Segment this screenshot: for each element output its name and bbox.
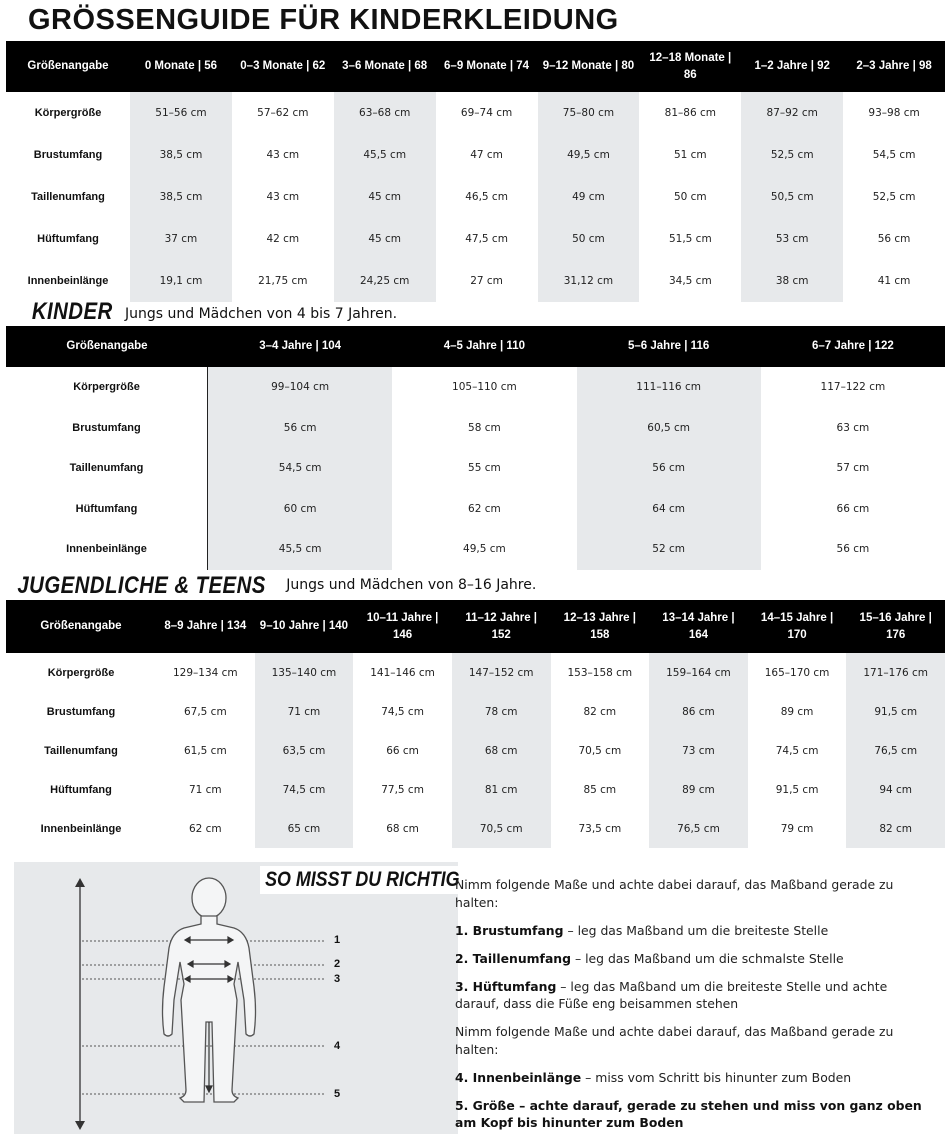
height-arrow-icon xyxy=(75,878,85,1130)
size-column xyxy=(551,653,650,848)
size-cell: 49,5 cm xyxy=(567,149,610,161)
teens-size-table xyxy=(6,600,945,848)
size-cell: 71 cm xyxy=(188,783,222,796)
size-column-header: 11–12 Jahre | 152 xyxy=(465,611,537,641)
size-cell: 79 cm xyxy=(780,822,814,835)
header-label: Größenangabe xyxy=(66,340,148,352)
instruction-text: – leg das Maßband um die breiteste Stelle xyxy=(563,922,829,938)
row-label: Hüftumfang xyxy=(37,233,99,245)
size-cell: 58 cm xyxy=(468,421,501,434)
size-cell: 63 cm xyxy=(836,421,870,434)
teens-section-title: JUGENDLICHE & TEENS xyxy=(14,572,269,600)
size-column xyxy=(761,367,945,570)
row-label-column xyxy=(6,653,156,848)
instruction-text: – miss vom Schritt bis hinunter zum Boden xyxy=(581,1069,852,1085)
size-cell: 56 cm xyxy=(877,233,911,245)
size-cell: 68 cm xyxy=(386,822,419,835)
size-cell: 41 cm xyxy=(877,275,911,287)
size-cell: 171–176 cm xyxy=(863,666,929,679)
row-label: Körpergröße xyxy=(34,107,102,119)
size-cell: 61,5 cm xyxy=(183,744,227,757)
kids-table-body xyxy=(6,367,945,570)
size-cell: 47 cm xyxy=(470,149,503,161)
baby-table-header xyxy=(6,41,945,92)
size-column-header: 3–6 Monate | 68 xyxy=(342,60,428,72)
marker-1: 1 xyxy=(334,934,341,946)
size-cell: 38,5 cm xyxy=(159,149,203,161)
instruction-item xyxy=(455,978,933,1013)
size-cell: 82 cm xyxy=(879,822,913,835)
size-column-header: 1–2 Jahre | 92 xyxy=(754,60,830,72)
size-cell: 45,5 cm xyxy=(278,543,322,556)
size-column xyxy=(748,653,847,848)
size-cell: 57 cm xyxy=(836,462,870,475)
size-cell: 78 cm xyxy=(484,705,518,718)
size-cell: 70,5 cm xyxy=(479,822,523,835)
size-column-header: 6–7 Jahre | 122 xyxy=(811,340,894,352)
size-cell: 43 cm xyxy=(266,191,300,203)
kids-size-table xyxy=(6,326,945,570)
size-cell: 81–86 cm xyxy=(664,107,716,119)
size-cell: 19,1 cm xyxy=(159,275,203,287)
size-column xyxy=(392,367,576,570)
instruction-term: 3. Hüftumfang xyxy=(455,978,557,994)
size-cell: 62 cm xyxy=(188,822,222,835)
child-measure-figure xyxy=(14,862,458,1134)
row-label: Hüftumfang xyxy=(75,502,138,515)
size-cell: 91,5 cm xyxy=(874,705,918,718)
size-column xyxy=(208,367,392,570)
instruction-term: 5. Größe – achte darauf, gerade zu stehen und miss von ganz oben am Kopf bis hinunter zum Boden xyxy=(455,1097,922,1130)
size-cell: 69–74 cm xyxy=(460,107,513,119)
size-column xyxy=(846,653,945,848)
size-cell: 135–140 cm xyxy=(271,666,337,679)
size-column-header: 2–3 Jahre | 98 xyxy=(856,60,932,72)
size-cell: 47,5 cm xyxy=(465,233,508,245)
size-cell: 52 cm xyxy=(652,543,685,556)
size-cell: 56 cm xyxy=(652,462,685,475)
size-cell: 99–104 cm xyxy=(271,381,330,394)
measure-instructions xyxy=(455,876,933,1134)
size-cell: 76,5 cm xyxy=(677,822,720,835)
size-column xyxy=(639,92,741,302)
size-column xyxy=(436,92,538,302)
instructions-intro: Nimm folgende Maße und achte dabei darauf, das Maßband gerade zu halten: xyxy=(455,877,894,910)
size-column-header: 8–9 Jahre | 134 xyxy=(164,620,247,632)
row-label: Brustumfang xyxy=(46,705,116,718)
size-column-header: 13–14 Jahre | 164 xyxy=(662,611,735,641)
instruction-term: 2. Taillenumfang xyxy=(455,950,571,966)
size-cell: 73 cm xyxy=(682,744,715,757)
size-cell: 57–62 cm xyxy=(257,107,309,119)
size-cell: 68 cm xyxy=(484,744,518,757)
size-cell: 62 cm xyxy=(468,502,501,515)
size-cell: 71 cm xyxy=(287,705,321,718)
size-cell: 73,5 cm xyxy=(578,822,622,835)
size-cell: 49,5 cm xyxy=(463,543,506,556)
size-cell: 45 cm xyxy=(368,191,402,203)
size-column-header: 10–11 Jahre | 146 xyxy=(366,611,439,641)
size-cell: 45 cm xyxy=(368,233,402,245)
measure-figure-panel xyxy=(14,862,458,1134)
kids-section-header xyxy=(20,296,397,326)
size-cell: 64 cm xyxy=(652,502,685,515)
teens-section-header xyxy=(14,566,536,600)
row-label: Hüftumfang xyxy=(50,783,112,796)
size-cell: 56 cm xyxy=(836,543,870,556)
size-cell: 66 cm xyxy=(386,744,419,757)
size-cell: 27 cm xyxy=(470,275,503,287)
size-cell: 52,5 cm xyxy=(872,191,916,203)
row-label: Körpergröße xyxy=(73,381,140,394)
size-cell: 51,5 cm xyxy=(668,233,712,245)
size-cell: 53 cm xyxy=(775,233,809,245)
size-cell: 76,5 cm xyxy=(874,744,918,757)
size-cell: 117–122 cm xyxy=(820,381,886,394)
size-column xyxy=(156,653,255,848)
size-cell: 87–92 cm xyxy=(766,107,818,119)
size-cell: 77,5 cm xyxy=(381,783,424,796)
size-cell: 37 cm xyxy=(164,233,198,245)
size-column-header: 15–16 Jahre | 176 xyxy=(859,611,932,641)
baby-size-table xyxy=(6,41,945,302)
size-cell: 129–134 cm xyxy=(172,666,238,679)
size-column-header: 14–15 Jahre | 170 xyxy=(760,611,834,641)
size-cell: 49 cm xyxy=(572,191,605,203)
size-cell: 21,75 cm xyxy=(258,275,308,287)
marker-3: 3 xyxy=(334,973,341,985)
size-cell: 85 cm xyxy=(583,783,617,796)
size-cell: 147–152 cm xyxy=(468,666,534,679)
size-cell: 38,5 cm xyxy=(159,191,203,203)
row-label-column xyxy=(6,367,208,570)
size-cell: 24,25 cm xyxy=(359,275,410,287)
size-cell: 66 cm xyxy=(836,502,870,515)
size-cell: 89 cm xyxy=(682,783,715,796)
size-cell: 51–56 cm xyxy=(155,107,207,119)
marker-4: 4 xyxy=(334,1040,341,1052)
size-cell: 54,5 cm xyxy=(872,149,916,161)
size-column-header: 12–18 Monate | 86 xyxy=(649,51,732,81)
size-cell: 94 cm xyxy=(879,783,913,796)
row-label: Brustumfang xyxy=(72,421,141,434)
size-cell: 70,5 cm xyxy=(578,744,622,757)
size-cell: 91,5 cm xyxy=(775,783,819,796)
size-column xyxy=(538,92,640,302)
size-cell: 105–110 cm xyxy=(452,381,517,394)
size-cell: 51 cm xyxy=(673,149,707,161)
kids-section-title: KINDER xyxy=(20,298,118,326)
size-cell: 74,5 cm xyxy=(282,783,326,796)
size-column xyxy=(232,92,334,302)
size-column-header: 12–13 Jahre | 158 xyxy=(563,611,636,641)
size-column xyxy=(130,92,232,302)
size-cell: 63–68 cm xyxy=(359,107,411,119)
size-cell: 63,5 cm xyxy=(282,744,326,757)
instruction-term: 4. Innenbeinlänge xyxy=(455,1069,582,1085)
size-cell: 89 cm xyxy=(780,705,814,718)
size-cell: 54,5 cm xyxy=(278,462,322,475)
row-label: Innenbeinlänge xyxy=(27,275,109,287)
size-cell: 56 cm xyxy=(283,421,317,434)
row-label: Innenbeinlänge xyxy=(40,822,122,835)
size-column-header: 5–6 Jahre | 116 xyxy=(628,340,710,352)
header-label: Größenangabe xyxy=(27,60,109,72)
header-label: Größenangabe xyxy=(40,620,122,632)
size-column-header: 3–4 Jahre | 104 xyxy=(259,340,342,352)
size-cell: 46,5 cm xyxy=(465,191,508,203)
size-cell: 81 cm xyxy=(484,783,518,796)
marker-5: 5 xyxy=(334,1088,341,1100)
size-column-header: 4–5 Jahre | 110 xyxy=(443,340,525,352)
size-column xyxy=(741,92,843,302)
size-column xyxy=(577,367,761,570)
size-column-header: 9–12 Monate | 80 xyxy=(542,60,635,72)
instruction-item xyxy=(455,950,933,968)
kids-section-subtitle: Jungs und Mädchen von 4 bis 7 Jahren. xyxy=(125,306,398,322)
size-cell: 42 cm xyxy=(266,233,300,245)
teens-table-body xyxy=(6,653,945,848)
size-column xyxy=(649,653,748,848)
size-cell: 60,5 cm xyxy=(647,421,690,434)
size-cell: 67,5 cm xyxy=(183,705,227,718)
kids-table-header xyxy=(6,326,945,367)
size-cell: 55 cm xyxy=(468,462,501,475)
size-cell: 74,5 cm xyxy=(381,705,424,718)
marker-2: 2 xyxy=(334,958,341,970)
size-column xyxy=(255,653,354,848)
instruction-item xyxy=(455,1097,933,1132)
size-cell: 60 cm xyxy=(283,502,317,515)
size-cell: 82 cm xyxy=(583,705,617,718)
size-cell: 153–158 cm xyxy=(567,666,633,679)
size-cell: 165–170 cm xyxy=(764,666,830,679)
size-column-header: 0–3 Monate | 62 xyxy=(240,60,326,72)
row-label: Taillenumfang xyxy=(44,744,118,757)
size-cell: 50 cm xyxy=(673,191,707,203)
teens-section-subtitle: Jungs und Mädchen von 8–16 Jahre. xyxy=(286,577,537,593)
page-title: GRÖSSENGUIDE FÜR KINDERKLEIDUNG xyxy=(28,4,619,36)
size-cell: 50,5 cm xyxy=(770,191,814,203)
row-label: Brustumfang xyxy=(33,149,103,161)
size-cell: 43 cm xyxy=(266,149,300,161)
instruction-item xyxy=(455,1069,933,1087)
instruction-term: 1. Brustumfang xyxy=(455,922,564,938)
row-label: Innenbeinlänge xyxy=(66,543,147,556)
size-column-header: 6–9 Monate | 74 xyxy=(444,60,530,72)
size-cell: 141–146 cm xyxy=(370,666,435,679)
row-label: Körpergröße xyxy=(47,666,115,679)
size-column xyxy=(353,653,452,848)
row-label: Taillenumfang xyxy=(69,462,144,475)
size-cell: 159–164 cm xyxy=(666,666,731,679)
teens-table-header xyxy=(6,600,945,653)
size-column xyxy=(452,653,551,848)
row-label-column xyxy=(6,92,130,302)
instruction-item xyxy=(455,922,933,940)
size-cell: 65 cm xyxy=(287,822,321,835)
instruction-text: – leg das Maßband um die breiteste Stelle und achte darauf, dass die Füße eng beisammen stehen xyxy=(455,978,888,1011)
instructions-intro-2: Nimm folgende Maße und achte dabei darauf, das Maßband gerade zu halten: xyxy=(455,1024,894,1057)
size-cell: 93–98 cm xyxy=(868,107,920,119)
size-cell: 50 cm xyxy=(572,233,605,245)
size-column xyxy=(334,92,436,302)
baby-table-body xyxy=(6,92,945,302)
size-cell: 74,5 cm xyxy=(775,744,819,757)
size-cell: 86 cm xyxy=(682,705,715,718)
size-cell: 111–116 cm xyxy=(636,381,701,394)
size-cell: 34,5 cm xyxy=(668,275,712,287)
size-cell: 75–80 cm xyxy=(562,107,615,119)
size-cell: 45,5 cm xyxy=(363,149,407,161)
row-label: Taillenumfang xyxy=(31,191,105,203)
size-column xyxy=(843,92,945,302)
size-cell: 52,5 cm xyxy=(770,149,814,161)
size-cell: 31,12 cm xyxy=(563,275,614,287)
size-column-header: 0 Monate | 56 xyxy=(144,60,218,72)
instruction-text: – leg das Maßband um die schmalste Stelle xyxy=(571,950,844,966)
size-column-header: 9–10 Jahre | 140 xyxy=(259,620,349,632)
measure-title: SO MISST DU RICHTIG xyxy=(260,866,465,894)
size-cell: 38 cm xyxy=(775,275,809,287)
